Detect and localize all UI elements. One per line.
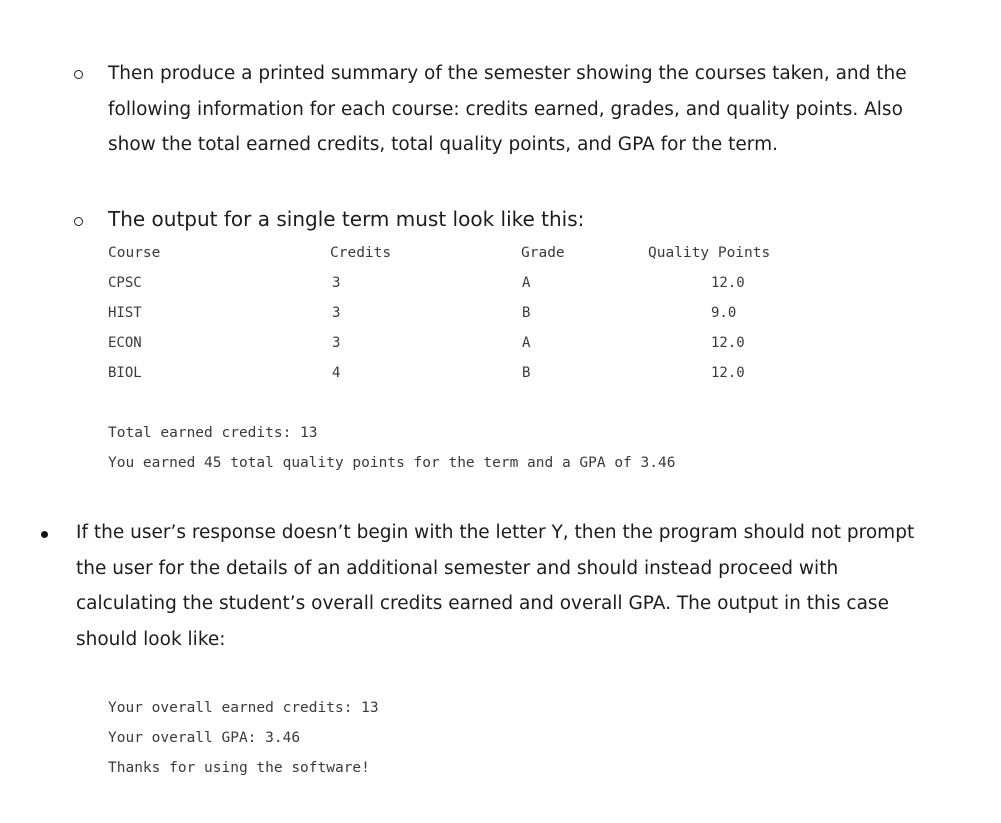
table-header-course: Course bbox=[108, 245, 161, 261]
table-cell-credits: 4 bbox=[332, 365, 341, 381]
table-cell-credits: 3 bbox=[332, 305, 341, 321]
bullet-dot bbox=[41, 531, 48, 538]
instruction-paragraph-2 bbox=[76, 515, 914, 657]
paragraph-line: following information for each course: credits earned, grades, and quality points. Also bbox=[108, 98, 903, 120]
table-cell-course: HIST bbox=[108, 305, 142, 321]
table-cell-course: CPSC bbox=[108, 275, 142, 291]
paragraph-line: If the user’s response doesn’t begin with the letter Y, then the program should not prompt bbox=[76, 522, 915, 543]
table-cell-quality-points: 12.0 bbox=[711, 275, 745, 291]
table-header-quality-points: Quality Points bbox=[648, 245, 771, 261]
table-cell-quality-points: 12.0 bbox=[711, 335, 745, 351]
table-cell-quality-points: 12.0 bbox=[711, 365, 745, 381]
paragraph-line: calculating the student’s overall credits earned and overall GPA. The output in this case bbox=[76, 593, 889, 614]
paragraph-line: the user for the details of an additional semester and should instead proceed with bbox=[76, 557, 839, 579]
instruction-paragraph-1 bbox=[108, 56, 907, 163]
table-cell-course: BIOL bbox=[108, 365, 142, 381]
table-cell-credits: 3 bbox=[332, 335, 341, 351]
table-cell-grade: A bbox=[522, 275, 531, 291]
paragraph-line: show the total earned credits, total quality points, and GPA for the term. bbox=[108, 134, 778, 155]
table-header-grade: Grade bbox=[521, 245, 565, 261]
paragraph-line: should look like: bbox=[76, 628, 226, 650]
table-cell-grade: B bbox=[522, 365, 531, 381]
table-cell-credits: 3 bbox=[332, 275, 341, 291]
overall-gpa-line: Your overall GPA: 3.46 bbox=[108, 730, 301, 746]
bullet-circle-1 bbox=[74, 70, 83, 79]
total-credits-line: Total earned credits: 13 bbox=[108, 425, 318, 441]
overall-credits-line: Your overall earned credits: 13 bbox=[108, 700, 379, 716]
table-cell-grade: B bbox=[522, 305, 531, 321]
paragraph-line: Then produce a printed summary of the semester showing the courses taken, and the bbox=[108, 63, 907, 84]
table-header-credits: Credits bbox=[330, 245, 392, 261]
bullet-circle-2 bbox=[74, 217, 83, 226]
term-summary-line: You earned 45 total quality points for the term and a GPA of 3.46 bbox=[108, 455, 676, 471]
table-cell-grade: A bbox=[522, 335, 531, 351]
table-cell-course: ECON bbox=[108, 335, 142, 351]
table-cell-quality-points: 9.0 bbox=[711, 305, 737, 321]
output-heading: The output for a single term must look like this: bbox=[108, 207, 585, 231]
thanks-line: Thanks for using the software! bbox=[108, 760, 370, 776]
